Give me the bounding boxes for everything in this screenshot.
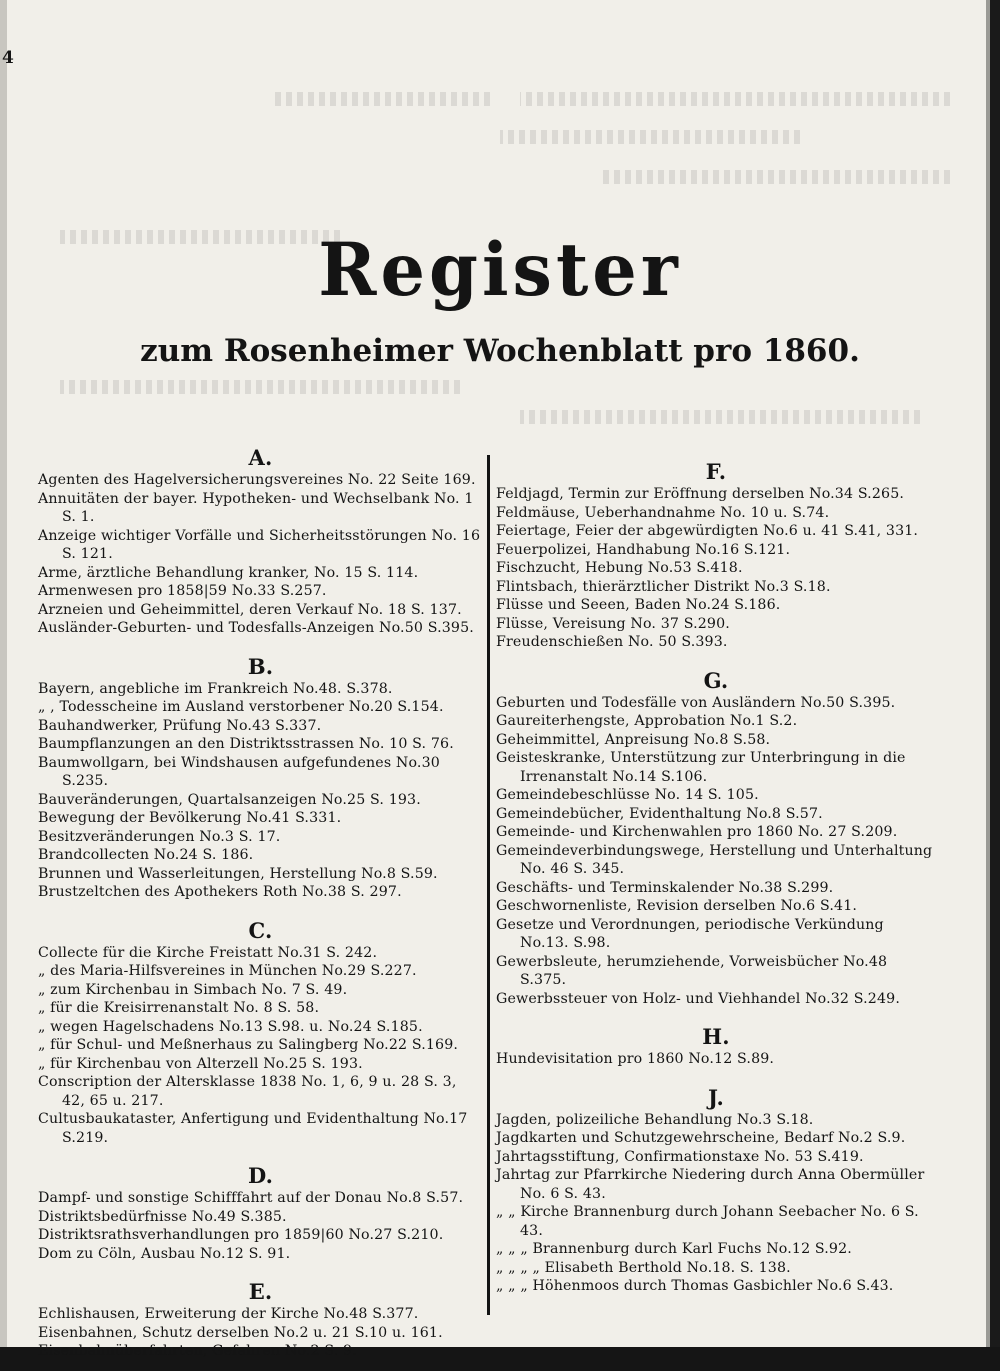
index-entry: Eisenbahnüberfahrten, Gefahren No.2 S. 9.	[38, 1343, 357, 1359]
section-gap	[38, 902, 483, 910]
index-entry: „ wegen Hagelschadens No.13 S.98. u. No.24 S.185.	[38, 1018, 423, 1035]
index-entry: Feuerpolizei, Handhabung No.16 S.121.	[496, 541, 791, 558]
index-entry: Arme, ärztliche Behandlung kranker, No. 15 S. 114.	[38, 564, 419, 581]
index-entry: Gewerbssteuer von Holz- und Viehhandel No.32 S.249.	[496, 990, 900, 1007]
section-letter: J.	[708, 1084, 724, 1110]
section-gap	[496, 652, 936, 660]
index-entry: Bewegung der Bevölkerung No.41 S.331.	[38, 810, 342, 826]
index-entry: Brustzeltchen des Apothekers Roth No.38 S. 297.	[38, 884, 402, 900]
index-entry: „ für die Kreisirrenanstalt No. 8 S. 58.	[38, 1000, 320, 1016]
index-entry: Agenten des Hagelversicherungsvereines No. 22 Seite 169.	[38, 472, 476, 488]
index-entry: Besitzveränderungen No.3 S. 17.	[38, 828, 281, 845]
section-gap	[496, 1008, 936, 1016]
index-entry: „ für Kirchenbau von Alterzell No.25 S. 193.	[38, 1055, 363, 1072]
index-entry: Geschwornenliste, Revision derselben No.6 S.41.	[496, 898, 858, 914]
section-gap	[38, 1147, 483, 1155]
index-entry: Gaureiterhengste, Approbation No.1 S.2.	[496, 713, 798, 729]
index-entry: Arzneien und Geheimmittel, deren Verkauf No. 18 S. 137.	[38, 601, 462, 618]
section-gap	[38, 1263, 483, 1271]
index-entry: Brunnen und Wasserleitungen, Herstellung No.8 S.59.	[38, 865, 438, 882]
index-entry: Dom zu Cöln, Ausbau No.12 S. 91.	[38, 1245, 291, 1262]
index-entry: Distriktsbedürfnisse No.49 S.385.	[38, 1208, 287, 1225]
index-entry: Feiertage, Feier der abgewürdigten No.6 u. 41 S.41, 331.	[496, 523, 919, 539]
index-entry: Hundevisitation pro 1860 No.12 S.89.	[496, 1051, 775, 1067]
index-entry: Anzeige wichtiger Vorfälle und Sicherheitsstörungen No. 16 S. 121.	[38, 527, 481, 562]
index-entry: „ für Schul- und Meßnerhaus zu Salingberg No.22 S.169.	[38, 1037, 459, 1053]
index-entry: Gemeindebücher, Evidenthaltung No.8 S.57.	[496, 805, 823, 822]
section-letter: E.	[248, 1279, 273, 1304]
index-entry: Echlishausen, Erweiterung der Kirche No.48 S.377.	[38, 1306, 419, 1322]
index-entry: „ des Maria-Hilfsvereines in München No.29 S.227.	[38, 963, 417, 979]
index-entry: Gemeindeverbindungswege, Herstellung und Unterhaltung No. 46 S. 345.	[496, 842, 933, 877]
section-letter: G.	[703, 667, 729, 693]
section-letter: H.	[702, 1024, 730, 1049]
section-gap	[496, 1069, 936, 1077]
index-entry: Flüsse, Vereisung No. 37 S.290.	[496, 615, 730, 632]
index-entry: Geschäfts- und Terminskalender No.38 S.299.	[496, 879, 834, 896]
section-letter: A.	[248, 445, 273, 470]
left-page-edge	[0, 0, 7, 1350]
index-entry: Jagden, polizeiliche Behandlung No.3 S.18.	[496, 1111, 814, 1128]
index-entry: „ , Todesscheine im Ausland verstorbener No.20 S.154.	[38, 699, 444, 715]
index-entry: Cultusbaukataster, Anfertigung und Evidenthaltung No.17 S.219.	[38, 1111, 468, 1146]
index-entry: Feldjagd, Termin zur Eröffnung derselben No.34 S.265.	[496, 486, 905, 502]
index-entry: Annuitäten der bayer. Hypotheken- und Wechselbank No. 1 S. 1.	[38, 490, 474, 525]
left-column	[38, 445, 483, 1361]
index-entry: Gesetze und Verordnungen, periodische Verkündung No.13. S.98.	[496, 916, 884, 951]
index-entry: Ausländer-Geburten- und Todesfalls-Anzeigen No.50 S.395.	[38, 620, 474, 636]
page-subtitle: zum Rosenheimer Wochenblatt pro 1860.	[140, 333, 860, 369]
index-entry: Baumwollgarn, bei Windshausen aufgefundenes No.30 S.235.	[38, 754, 440, 789]
index-entry: „ „ „ Höhenmoos durch Thomas Gasbichler No.6 S.43.	[496, 1278, 894, 1294]
page-title: Register	[318, 225, 682, 314]
index-entry: „ „ „ Brannenburg durch Karl Fuchs No.12 S.92.	[496, 1241, 852, 1257]
index-entry: „ zum Kirchenbau in Simbach No. 7 S. 49.	[38, 981, 348, 998]
index-entry: Fischzucht, Hebung No.53 S.418.	[496, 560, 743, 576]
section-letter: F.	[705, 459, 727, 484]
right-scan-border	[990, 0, 1000, 1371]
index-entry: Bayern, angebliche im Frankreich No.48. S.378.	[38, 680, 393, 697]
index-entry: Geisteskranke, Unterstützung zur Unterbringung in die Irrenanstalt No.14 S.106.	[496, 750, 906, 785]
index-entry: Jagdkarten und Schutzgewehrscheine, Bedarf No.2 S.9.	[496, 1130, 906, 1146]
index-entry: Distriktsrathsverhandlungen pro 1859|60 No.27 S.210.	[38, 1227, 444, 1243]
index-entry: Flintsbach, thierärztlicher Distrikt No.3 S.18.	[496, 578, 831, 595]
index-entry: Jahrtagsstiftung, Confirmationstaxe No. 53 S.419.	[496, 1148, 864, 1165]
index-entry: Gemeindebeschlüsse No. 14 S. 105.	[496, 787, 759, 803]
index-entry: Jahrtag zur Pfarrkirche Niedering durch Anna Obermüller No. 6 S. 43.	[496, 1167, 925, 1202]
right-column	[496, 459, 936, 1296]
section-gap	[38, 638, 483, 646]
index-entry: „ „ „ „ Elisabeth Berthold No.18. S. 138.	[496, 1259, 791, 1276]
section-letter: D.	[247, 1163, 274, 1188]
index-entry: Gewerbsleute, herumziehende, Vorweisbücher No.48 S.375.	[496, 953, 888, 988]
index-entry: Collecte für die Kirche Freistatt No.31 S. 242.	[38, 944, 378, 961]
index-entry: Feldmäuse, Ueberhandnahme No. 10 u. S.74.	[496, 504, 830, 521]
index-entry: Flüsse und Seeen, Baden No.24 S.186.	[496, 597, 781, 613]
index-entry: Dampf- und sonstige Schifffahrt auf der Donau No.8 S.57.	[38, 1190, 464, 1206]
column-divider	[487, 455, 490, 1315]
index-entry: „ „ Kirche Brannenburg durch Johann Seebacher No. 6 S. 43.	[496, 1204, 919, 1239]
index-entry: Bauveränderungen, Quartalsanzeigen No.25 S. 193.	[38, 791, 421, 808]
page-corner-mark: 4	[2, 48, 14, 68]
index-entry: Geheimmittel, Anpreisung No.8 S.58.	[496, 731, 771, 748]
index-entry: Bauhandwerker, Prüfung No.43 S.337.	[38, 717, 322, 734]
section-letter: C.	[248, 917, 273, 943]
index-entry: Baumpflanzungen an den Distriktsstrassen No. 10 S. 76.	[38, 736, 454, 752]
index-entry: Gemeinde- und Kirchenwahlen pro 1860 No. 27 S.209.	[496, 824, 898, 840]
section-letter: B.	[247, 653, 274, 679]
index-entry: Armenwesen pro 1858|59 No.33 S.257.	[38, 583, 327, 599]
index-entry: Conscription der Altersklasse 1838 No. 1, 6, 9 u. 28 S. 3, 42, 65 u. 217.	[38, 1074, 457, 1109]
index-entry: Eisenbahnen, Schutz derselben No.2 u. 21 S.10 u. 161.	[38, 1324, 443, 1341]
index-entry: Geburten und Todesfälle von Ausländern No.50 S.395.	[496, 694, 896, 711]
index-entry: Freudenschießen No. 50 S.393.	[496, 634, 728, 650]
index-entry: Brandcollecten No.24 S. 186.	[38, 847, 254, 863]
